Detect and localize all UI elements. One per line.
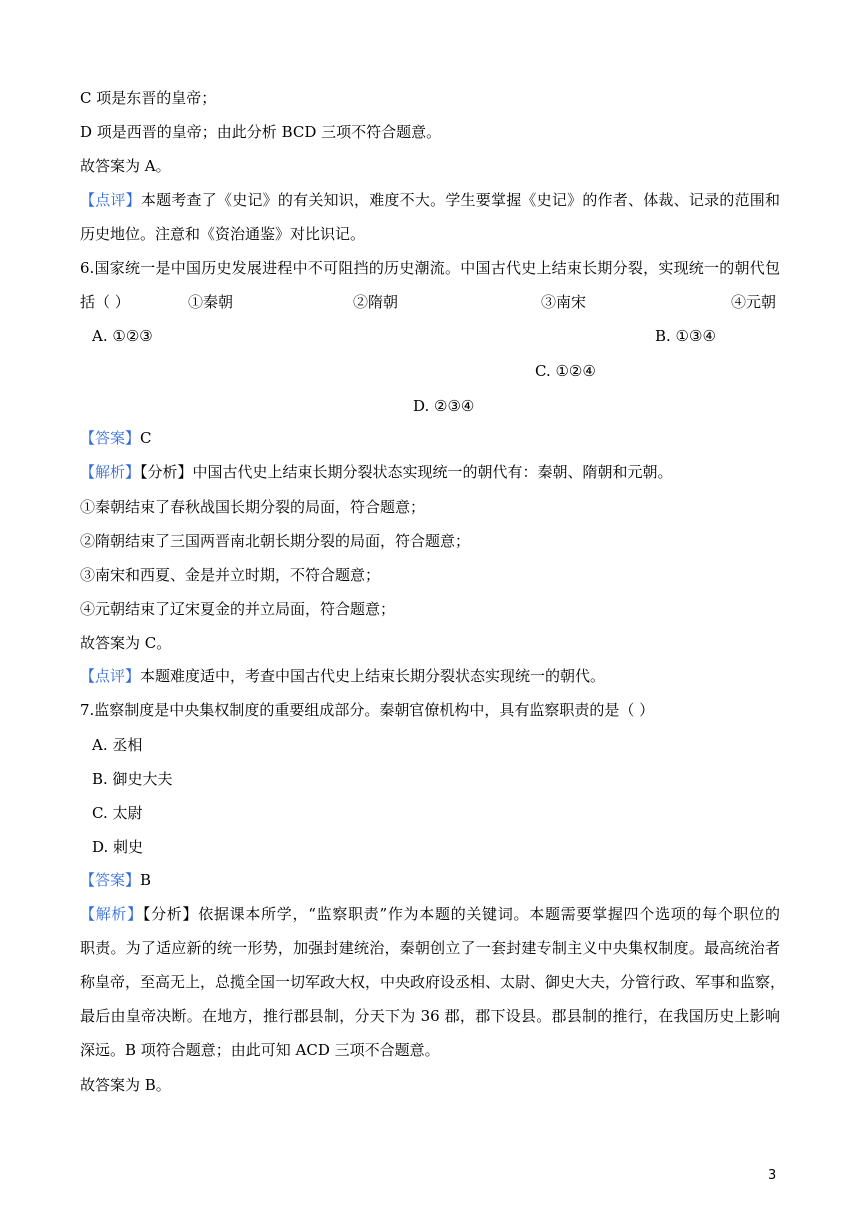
analysis-point: ④元朝结束了辽宋夏金的并立局面，符合题意； — [80, 600, 396, 618]
comment-tag: 【点评】 — [80, 191, 141, 209]
comment-line — [80, 666, 605, 686]
comment-text: 本题难度适中，考查中国古代史上结束长期分裂状态实现统一的朝代。 — [140, 667, 606, 685]
item-3: ③南宋 — [541, 293, 587, 311]
comment-text: 本题考查了《史记》的有关知识，难度不大。学生要掌握《史记》的作者、体裁、记录的范围和 — [140, 191, 780, 209]
analysis-line: 职责。为了适应新的统一形势，加强封建统治，秦朝创立了一套封建专制主义中央集权制度。最高统治者 — [80, 939, 780, 957]
analysis-point: ①秦朝结束了春秋战国长期分裂的局面，符合题意； — [80, 498, 426, 516]
analysis-point: ③南宋和西夏、金是并立时期，不符合题意； — [80, 566, 381, 584]
item-4: ④元朝 — [731, 293, 777, 311]
analysis-line: 称皇帝，至高无上，总揽全国一切军政大权，中央政府设丞相、太尉、御史大夫，分管行政、军事和监察， — [80, 973, 786, 991]
conclusion: 故答案为 B。 — [80, 1076, 171, 1094]
question-6-stem: 6.国家统一是中国历史发展进程中不可阻挡的历史潮流。中国古代史上结束长期分裂，实现统一的朝代包 — [80, 259, 780, 277]
option-c: C. ①②④ — [535, 362, 596, 380]
answer-value: C — [140, 429, 152, 447]
question-6-stem-cont: 括（ ） — [80, 293, 130, 311]
answer-tag: 【答案】 — [80, 429, 141, 447]
analysis-text: 【分析】依据课本所学，“监察职责”作为本题的关键词。本题需要掌握四个选项的每个职位的 — [142, 905, 780, 923]
option-b: B. ①③④ — [655, 327, 716, 345]
comment-line — [80, 190, 780, 210]
option-b: B. 御史大夫 — [92, 770, 173, 788]
option-d: D. 刺史 — [92, 838, 144, 856]
option-d: D. ②③④ — [413, 397, 475, 415]
analysis-tag: 【解析】 — [80, 905, 143, 923]
answer-value: B — [140, 871, 152, 889]
analysis-point: ②隋朝结束了三国两晋南北朝长期分裂的局面，符合题意； — [80, 532, 471, 550]
text-line: C 项是东晋的皇帝； — [80, 89, 217, 107]
answer-line — [80, 428, 152, 448]
text-line: 历史地位。注意和《资治通鉴》对比识记。 — [80, 225, 366, 243]
analysis-text: 【分析】中国古代史上结束长期分裂状态实现统一的朝代有：秦朝、隋朝和元朝。 — [140, 463, 673, 481]
text-line: D 项是西晋的皇帝；由此分析 BCD 三项不符合题意。 — [80, 123, 442, 141]
analysis-line — [80, 462, 673, 482]
answer-line — [80, 870, 151, 890]
analysis-line: 最后由皇帝决断。在地方，推行郡县制，分天下为 36 郡，郡下设县。郡县制的推行，在我国历史上影响 — [80, 1007, 780, 1025]
option-a: A. ①②③ — [92, 327, 153, 345]
item-2: ②隋朝 — [353, 293, 399, 311]
analysis-line — [80, 904, 780, 924]
conclusion: 故答案为 C。 — [80, 634, 172, 652]
item-1: ①秦朝 — [188, 293, 234, 311]
text-line: 故答案为 A。 — [80, 157, 171, 175]
question-7-stem: 7.监察制度是中央集权制度的重要组成部分。秦朝官僚机构中，具有监察职责的是（ ） — [80, 701, 655, 719]
option-a: A. 丞相 — [92, 736, 143, 754]
analysis-line: 深远。B 项符合题意；由此可知 ACD 三项不合题意。 — [80, 1041, 440, 1059]
option-c: C. 太尉 — [92, 804, 143, 822]
answer-tag: 【答案】 — [80, 871, 141, 889]
page-number: 3 — [768, 1168, 777, 1183]
analysis-tag: 【解析】 — [80, 463, 141, 481]
comment-tag: 【点评】 — [80, 667, 141, 685]
